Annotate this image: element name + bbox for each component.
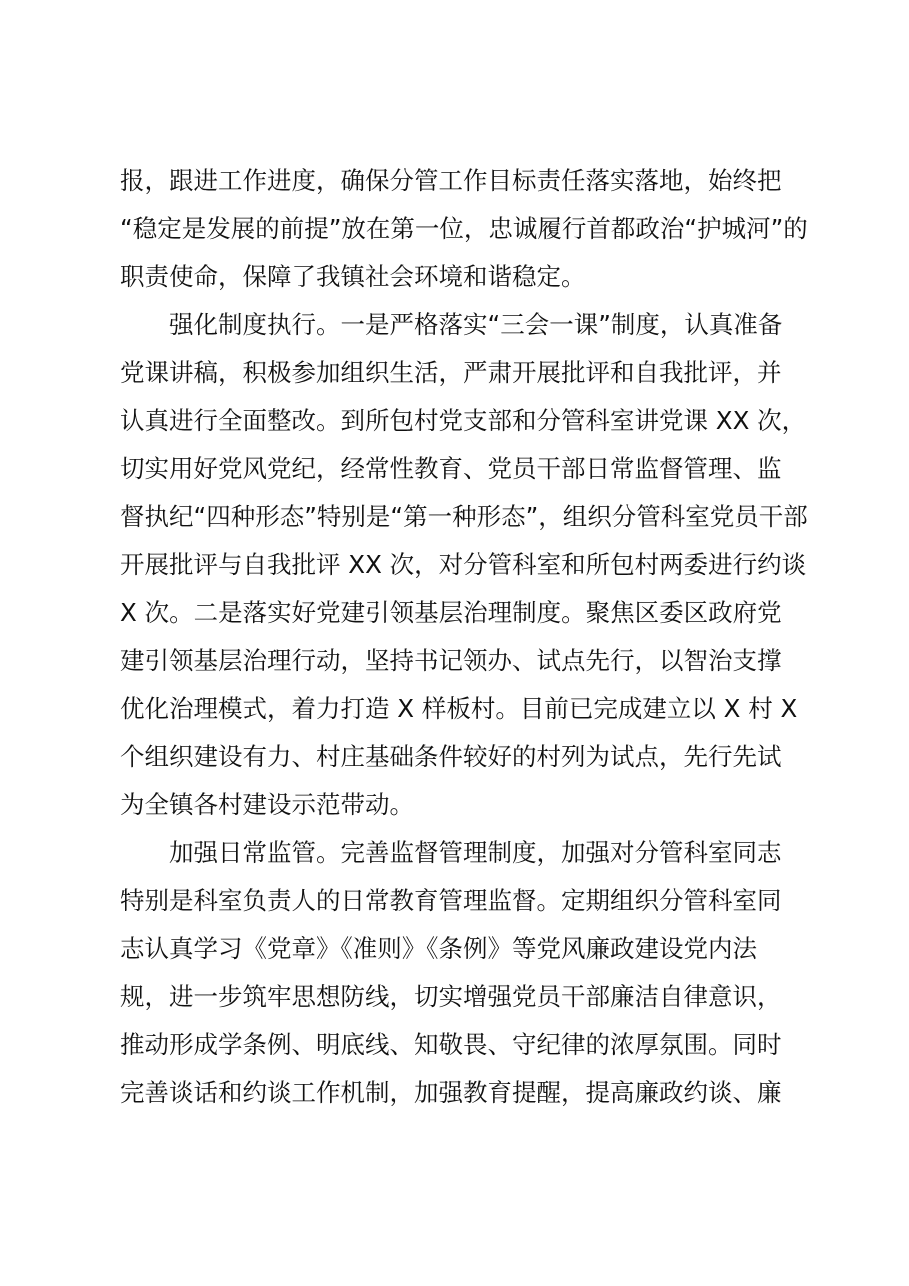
text-line: 完善谈话和约谈工作机制，加强教育提醒，提高廉政约谈、廉 — [120, 1078, 782, 1107]
text-line: 开展批评与自我批评 XX 次，对分管科室和所包村两委进行约谈 — [120, 550, 807, 579]
text-line: “稳定是发展的前提”放在第一位，忠诚履行首都政治“护城河”的 — [120, 214, 808, 243]
text-line: 优化治理模式，着力打造 X 样板村。目前已完成建立以 X 村 X — [120, 694, 798, 723]
text-line: 规，进一步筑牢思想防线，切实增强党员干部廉洁自律意识， — [120, 982, 782, 1011]
text-line: X 次。二是落实好党建引领基层治理制度。聚焦区委区政府党 — [120, 598, 782, 627]
text-line: 强化制度执行。一是严格落实“三会一课”制度，认真准备 — [120, 310, 783, 339]
text-line: 职责使命，保障了我镇社会环境和谐稳定。 — [120, 262, 586, 291]
text-line: 党课讲稿，积极参加组织生活，严肃开展批评和自我批评，并 — [120, 358, 782, 387]
text-line: 推动形成学条例、明底线、知敬畏、守纪律的浓厚氛围。同时 — [120, 1030, 782, 1059]
text-line: 志认真学习《党章》《准则》《条例》等党风廉政建设党内法 — [120, 934, 757, 963]
text-line: 认真进行全面整改。到所包村党支部和分管科室讲党课 XX 次， — [120, 406, 807, 435]
body-text — [120, 157, 808, 1117]
text-line: 切实用好党风党纪，经常性教育、党员干部日常监督管理、监 — [120, 454, 782, 483]
text-line: 个组织建设有力、村庄基础条件较好的村列为试点，先行先试 — [120, 742, 782, 771]
text-line: 督执纪“四种形态”特别是“第一种形态”，组织分管科室党员干部 — [120, 502, 808, 531]
text-line: 为全镇各村建设示范带动。 — [120, 790, 414, 819]
text-line: 特别是科室负责人的日常教育管理监督。定期组织分管科室同 — [120, 886, 782, 915]
text-line: 报，跟进工作进度，确保分管工作目标责任落实落地，始终把 — [120, 166, 782, 195]
text-line: 加强日常监管。完善监督管理制度，加强对分管科室同志 — [120, 838, 782, 867]
text-line: 建引领基层治理行动，坚持书记领办、试点先行，以智治支撑 — [120, 646, 782, 675]
